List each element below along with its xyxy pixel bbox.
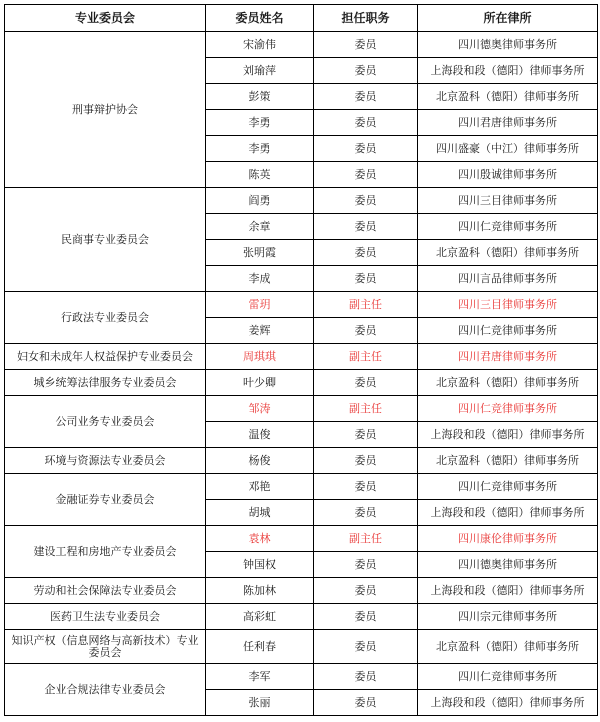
member-role: 委员 — [314, 136, 418, 162]
member-firm: 四川康伦律师事务所 — [418, 526, 598, 552]
member-role: 委员 — [314, 474, 418, 500]
table-row — [5, 396, 598, 422]
member-name: 李勇 — [206, 110, 314, 136]
member-role: 委员 — [314, 604, 418, 630]
table-row — [5, 370, 598, 396]
committee-name: 建设工程和房地产专业委员会 — [5, 526, 206, 578]
member-name: 李成 — [206, 266, 314, 292]
header-role: 担任职务 — [314, 5, 418, 32]
member-role: 委员 — [314, 84, 418, 110]
committee-name: 城乡统筹法律服务专业委员会 — [5, 370, 206, 396]
member-name: 袁林 — [206, 526, 314, 552]
member-firm: 四川仁竞律师事务所 — [418, 214, 598, 240]
member-role: 委员 — [314, 690, 418, 716]
member-name: 温俊 — [206, 422, 314, 448]
member-firm: 北京盈科（德阳）律师事务所 — [418, 370, 598, 396]
header-committee: 专业委员会 — [5, 5, 206, 32]
table-row — [5, 578, 598, 604]
table-body — [5, 32, 598, 716]
member-firm: 上海段和段（德阳）律师事务所 — [418, 500, 598, 526]
member-firm: 北京盈科（德阳）律师事务所 — [418, 630, 598, 664]
member-role: 委员 — [314, 370, 418, 396]
table-row — [5, 526, 598, 552]
member-name: 雷玥 — [206, 292, 314, 318]
member-firm: 四川君唐律师事务所 — [418, 344, 598, 370]
member-name: 刘瑜萍 — [206, 58, 314, 84]
committee-name: 行政法专业委员会 — [5, 292, 206, 344]
member-firm: 北京盈科（德阳）律师事务所 — [418, 84, 598, 110]
table-row — [5, 630, 598, 664]
committee-name: 劳动和社会保障法专业委员会 — [5, 578, 206, 604]
table-row — [5, 188, 598, 214]
member-name: 杨俊 — [206, 448, 314, 474]
member-firm: 上海段和段（德阳）律师事务所 — [418, 422, 598, 448]
member-firm: 上海段和段（德阳）律师事务所 — [418, 690, 598, 716]
table-row — [5, 32, 598, 58]
member-firm: 四川言品律师事务所 — [418, 266, 598, 292]
member-role: 委员 — [314, 58, 418, 84]
member-firm: 四川仁竞律师事务所 — [418, 474, 598, 500]
member-firm: 四川德奥律师事务所 — [418, 552, 598, 578]
table-row — [5, 474, 598, 500]
committee-name: 环境与资源法专业委员会 — [5, 448, 206, 474]
table-row — [5, 292, 598, 318]
member-firm: 四川君唐律师事务所 — [418, 110, 598, 136]
member-name: 余章 — [206, 214, 314, 240]
member-name: 叶少卿 — [206, 370, 314, 396]
member-role: 副主任 — [314, 344, 418, 370]
member-name: 彭策 — [206, 84, 314, 110]
table-row — [5, 604, 598, 630]
committee-name: 医药卫生法专业委员会 — [5, 604, 206, 630]
member-name: 张明霞 — [206, 240, 314, 266]
member-name: 阎勇 — [206, 188, 314, 214]
member-name: 邓艳 — [206, 474, 314, 500]
committee-name: 企业合规法律专业委员会 — [5, 664, 206, 716]
member-firm: 四川宗元律师事务所 — [418, 604, 598, 630]
committee-name: 民商事专业委员会 — [5, 188, 206, 292]
committee-name: 妇女和未成年人权益保护专业委员会 — [5, 344, 206, 370]
member-role: 委员 — [314, 110, 418, 136]
member-name: 李勇 — [206, 136, 314, 162]
member-firm: 四川仁竞律师事务所 — [418, 664, 598, 690]
header-law-firm: 所在律所 — [418, 5, 598, 32]
member-firm: 四川德奥律师事务所 — [418, 32, 598, 58]
table-row — [5, 664, 598, 690]
committee-members-table — [4, 4, 598, 716]
member-name: 高彩虹 — [206, 604, 314, 630]
committee-name: 刑事辩护协会 — [5, 32, 206, 188]
member-role: 副主任 — [314, 396, 418, 422]
member-name: 陈英 — [206, 162, 314, 188]
member-firm: 上海段和段（德阳）律师事务所 — [418, 58, 598, 84]
member-firm: 四川三目律师事务所 — [418, 292, 598, 318]
member-role: 委员 — [314, 318, 418, 344]
member-name: 陈加林 — [206, 578, 314, 604]
member-role: 委员 — [314, 240, 418, 266]
member-role: 委员 — [314, 448, 418, 474]
member-firm: 上海段和段（德阳）律师事务所 — [418, 578, 598, 604]
table-row — [5, 448, 598, 474]
member-name: 任利春 — [206, 630, 314, 664]
member-name: 张丽 — [206, 690, 314, 716]
member-firm: 四川盛豪（中江）律师事务所 — [418, 136, 598, 162]
member-firm: 四川三目律师事务所 — [418, 188, 598, 214]
member-role: 委员 — [314, 664, 418, 690]
table-row — [5, 344, 598, 370]
member-firm: 四川仁竞律师事务所 — [418, 396, 598, 422]
table-header-row — [5, 5, 598, 32]
member-name: 周琪琪 — [206, 344, 314, 370]
member-role: 委员 — [314, 422, 418, 448]
member-name: 宋渝伟 — [206, 32, 314, 58]
member-role: 副主任 — [314, 292, 418, 318]
member-role: 委员 — [314, 500, 418, 526]
member-role: 委员 — [314, 630, 418, 664]
member-name: 钟国权 — [206, 552, 314, 578]
member-firm: 四川殷诚律师事务所 — [418, 162, 598, 188]
member-name: 胡城 — [206, 500, 314, 526]
member-name: 邹涛 — [206, 396, 314, 422]
member-firm: 四川仁竞律师事务所 — [418, 318, 598, 344]
member-role: 委员 — [314, 214, 418, 240]
member-firm: 北京盈科（德阳）律师事务所 — [418, 448, 598, 474]
header-member-name: 委员姓名 — [206, 5, 314, 32]
member-role: 委员 — [314, 32, 418, 58]
member-name: 姜辉 — [206, 318, 314, 344]
committee-name: 金融证券专业委员会 — [5, 474, 206, 526]
member-role: 委员 — [314, 266, 418, 292]
member-firm: 北京盈科（德阳）律师事务所 — [418, 240, 598, 266]
member-role: 副主任 — [314, 526, 418, 552]
member-role: 委员 — [314, 162, 418, 188]
member-name: 李军 — [206, 664, 314, 690]
committee-name: 知识产权（信息网络与高新技术）专业委员会 — [5, 630, 206, 664]
member-role: 委员 — [314, 188, 418, 214]
member-role: 委员 — [314, 552, 418, 578]
member-role: 委员 — [314, 578, 418, 604]
committee-name: 公司业务专业委员会 — [5, 396, 206, 448]
